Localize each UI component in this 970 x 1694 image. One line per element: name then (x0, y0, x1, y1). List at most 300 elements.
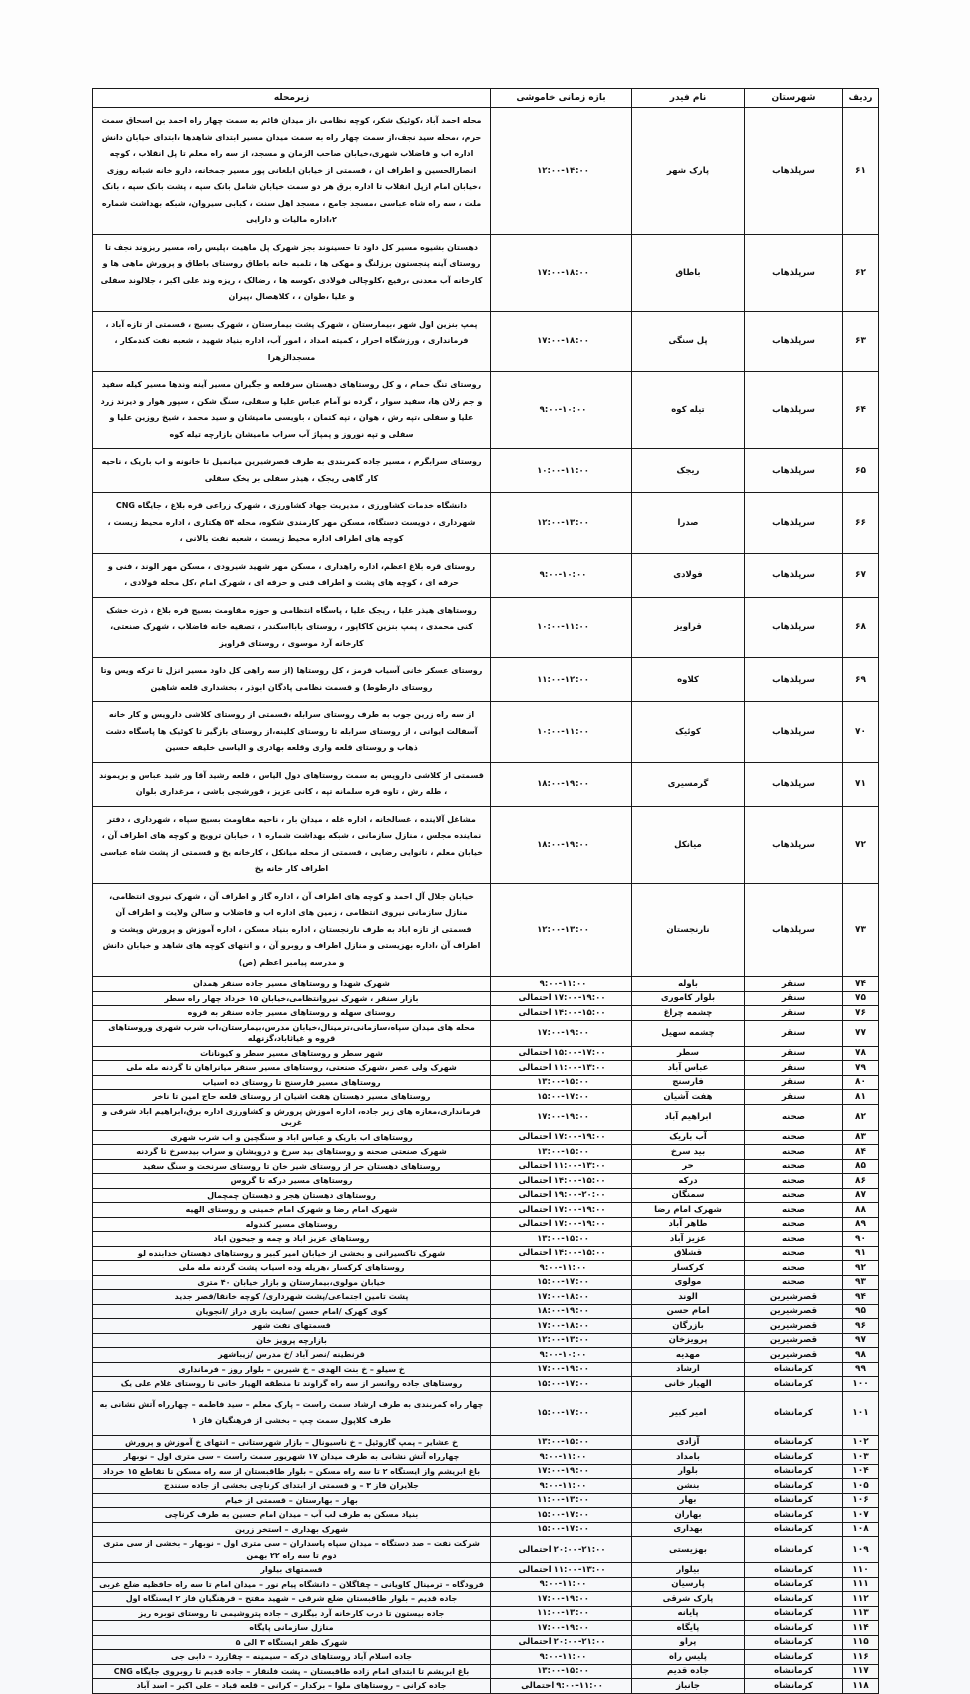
outage-time-cell (491, 1203, 632, 1218)
outage-time-range: ۱۴:۰۰-۱۵:۰۰ (553, 1248, 606, 1259)
feeder-name-cell: هفت آشیان (632, 1090, 745, 1105)
outage-time-cell (491, 1145, 632, 1160)
feeder-name-cell: الهیار خانی (632, 1377, 745, 1392)
table-row (93, 883, 879, 977)
table-row (93, 1391, 879, 1435)
row-number-cell: ۱۰۵ (843, 1479, 879, 1494)
row-number-cell: ۹۱ (843, 1246, 879, 1261)
outage-time-range: ۱۰:۰۰-۱۱:۰۰ (537, 726, 589, 737)
outage-time-cell (491, 762, 632, 806)
table-row (93, 372, 879, 449)
county-cell: قصرشیرین (745, 1290, 843, 1305)
outage-time-note: احتمالی (518, 1007, 552, 1018)
outage-time-range: ۱۷:۰۰-۱۹:۰۰ (553, 993, 606, 1004)
subarea-cell: خیابان مولوی،بیمارستان و بازار خیابان ۴۰ متری (93, 1275, 491, 1290)
subarea-cell: جاده کرانی – روستاهای ملوا – برکدار – کرانی – قلعه قباد – علی اکبر – اسد آباد (93, 1679, 491, 1694)
row-number-cell: ۹۲ (843, 1261, 879, 1276)
outage-time-range: ۱۱:۰۰-۱۳:۰۰ (537, 1495, 589, 1506)
row-number-cell: ۱۱۵ (843, 1635, 879, 1650)
subarea-cell: چهار راه کمربندی به طرف ارشاد سمت راست – پارک معلم – سید فاطمه – چهارراه آتش نشانی به طرف کلاپول سمت چپ – بخشی از فرهنگیان فاز ۱ (93, 1391, 491, 1435)
table-row (93, 977, 879, 992)
feeder-name-cell: بنشن (632, 1479, 745, 1494)
header-subarea: زیرمحله (93, 89, 491, 108)
row-number-cell: ۶۲ (843, 234, 879, 311)
table-row (93, 1075, 879, 1090)
outage-time-cell (491, 1020, 632, 1046)
feeder-name-cell: باوله (632, 977, 745, 992)
outage-time-cell (491, 597, 632, 658)
row-number-cell: ۹۸ (843, 1348, 879, 1363)
county-cell: صحنه (745, 1217, 843, 1232)
row-number-cell: ۱۱۸ (843, 1679, 879, 1694)
feeder-name-cell: کلاوه (632, 658, 745, 702)
feeder-name-cell: عباس آباد (632, 1061, 745, 1076)
feeder-name-cell: سطر (632, 1046, 745, 1061)
feeder-name-cell: فارسنج (632, 1075, 745, 1090)
subarea-cell: شهرک شهدا و روستاهای مسیر جاده سنقر همدان (93, 977, 491, 992)
outage-time-range: ۱۱:۰۰-۱۲:۰۰ (537, 674, 589, 685)
table-row (93, 493, 879, 554)
row-number-cell: ۷۷ (843, 1020, 879, 1046)
outage-time-range: ۹:۰۰-۱۱:۰۰ (539, 1262, 587, 1273)
outage-time-range: ۱۱:۰۰-۱۳:۰۰ (553, 1062, 606, 1073)
subarea-cell: کوی کهرک /امام حسن /سایت بازی دراز /انجویان (93, 1304, 491, 1319)
table-row (93, 1275, 879, 1290)
outage-time-range: ۹:۰۰-۱۱:۰۰ (539, 978, 587, 989)
outage-time-cell (491, 1275, 632, 1290)
feeder-name-cell: چشمه چراغ (632, 1006, 745, 1021)
county-cell: صحنه (745, 1203, 843, 1218)
outage-time-range: ۱۱:۰۰-۱۳:۰۰ (537, 1608, 589, 1619)
outage-time-cell (491, 1537, 632, 1563)
table-row (93, 1493, 879, 1508)
feeder-name-cell: پارک شهر (632, 108, 745, 235)
row-number-cell: ۱۰۹ (843, 1537, 879, 1563)
row-number-cell: ۸۸ (843, 1203, 879, 1218)
outage-time-cell (491, 1435, 632, 1450)
feeder-name-cell: نارنجستان (632, 883, 745, 977)
county-cell: صحنه (745, 1159, 843, 1174)
table-row (93, 1635, 879, 1650)
outage-time-range: ۱۸:۰۰-۱۹:۰۰ (537, 839, 589, 850)
feeder-name-cell: طاهر آباد (632, 1217, 745, 1232)
outage-time-range: ۱۱:۰۰-۱۳:۰۰ (553, 1564, 606, 1575)
row-number-cell: ۶۴ (843, 372, 879, 449)
row-number-cell: ۸۱ (843, 1090, 879, 1105)
county-cell: قصرشیرین (745, 1319, 843, 1334)
outage-time-cell (491, 1563, 632, 1578)
table-row (93, 1450, 879, 1465)
outage-time-range: ۱۷:۰۰-۱۸:۰۰ (537, 336, 589, 347)
county-cell: کرمانشاه (745, 1563, 843, 1578)
county-cell: کرمانشاه (745, 1621, 843, 1636)
county-cell: صحنه (745, 1275, 843, 1290)
table-row (93, 1333, 879, 1348)
subarea-cell: بنیاد مسکن به طرف لب آب – میدان امام حسین به طرف کرناچی (93, 1508, 491, 1523)
table-row (93, 1348, 879, 1363)
table-row (93, 1104, 879, 1130)
table-row (93, 1479, 879, 1494)
table-row (93, 1592, 879, 1607)
subarea-cell: روستاهای جاده روانسر از سه راه گراوند تا منطقه الهیار خانی تا روستای غلام علی یک (93, 1377, 491, 1392)
subarea-cell: قسمتهای بیلوار (93, 1563, 491, 1578)
feeder-name-cell: کرکسار (632, 1261, 745, 1276)
row-number-cell: ۱۰۷ (843, 1508, 879, 1523)
subarea-cell: قسمتی از کلاشی دارویس به سمت روستاهای دول الیاس ، قلعه رشید آقا ور شید عباس و بریموند ، طله رش ، تاوه قره سلمانه تپه ، کانی عزیز ، قورشجی باشی ، مرغداری بلوان (93, 762, 491, 806)
table-row (93, 806, 879, 883)
outage-time-note: احتمالی (521, 1680, 555, 1691)
county-cell: کرمانشاه (745, 1606, 843, 1621)
outage-time-cell (491, 1479, 632, 1494)
outage-time-cell (491, 1679, 632, 1694)
county-cell: کرمانشاه (745, 1362, 843, 1377)
feeder-name-cell: جاده قدیم (632, 1664, 745, 1679)
table-row (93, 1537, 879, 1563)
outage-time-range: ۹:۰۰-۱۰:۰۰ (539, 570, 587, 580)
outage-time-range: ۱۵:۰۰-۱۷:۰۰ (537, 1091, 589, 1102)
outage-time-range: ۱۳:۰۰-۱۵:۰۰ (537, 1233, 589, 1244)
feeder-name-cell: سمنگان (632, 1188, 745, 1203)
subarea-cell: بازارچه پرویز خان (93, 1333, 491, 1348)
table-row (93, 1090, 879, 1105)
table-row (93, 1563, 879, 1578)
feeder-name-cell: فولادی (632, 553, 745, 597)
subarea-cell: خ عشایر – پمپ گازوئیل – خ ناسیونال – بازار شهرستانی – انتهای خ آموزش و پرورش (93, 1435, 491, 1450)
row-number-cell: ۸۷ (843, 1188, 879, 1203)
subarea-cell: روستاهای مسیر درکه تا گروس (93, 1174, 491, 1189)
county-cell: صحنه (745, 1130, 843, 1145)
outage-time-range: ۱۷:۰۰-۱۹:۰۰ (537, 1593, 589, 1604)
outage-time-cell (491, 658, 632, 702)
feeder-name-cell: پارسیان (632, 1577, 745, 1592)
subarea-cell: شهرک بهداری – استخر زرین (93, 1522, 491, 1537)
outage-time-cell (491, 1075, 632, 1090)
county-cell: صحنه (745, 1232, 843, 1247)
feeder-name-cell: ابراهیم آباد (632, 1104, 745, 1130)
feeder-name-cell: کوئیک (632, 702, 745, 763)
table-row (93, 1362, 879, 1377)
subarea-cell: باغ ابریشم واز ایستگاه ۲ تا سه راه مسکن – بلوار طاقبستان از سه راه مسکن تا تقاطع ۱۵ خرداد (93, 1464, 491, 1479)
outage-time-cell (491, 1592, 632, 1607)
feeder-name-cell: عزیز آباد (632, 1232, 745, 1247)
row-number-cell: ۱۱۴ (843, 1621, 879, 1636)
table-row (93, 1188, 879, 1203)
county-cell: سنقر (745, 1061, 843, 1076)
outage-time-cell (491, 702, 632, 763)
row-number-cell: ۱۱۷ (843, 1664, 879, 1679)
feeder-name-cell: امام حسن (632, 1304, 745, 1319)
subarea-cell: محله های میدان سپاه،سازمانی،ترمینال،خیابان مدرس،بیمارستان،اب شرب شهری وروستاهای قروه و غیاثاباد،گزنهله (93, 1020, 491, 1046)
subarea-cell: از سه راه زرین جوب به طرف روستای سرابله ،قسمتی از روستای کلاشی دارویس و کار خانه آسفالت ایوانی ، از روستای سرابله تا روستای کلینه،از روستای بازگیر تا کوئیک ها پاسگاه دشت ذهاب و روستای قلعه واری وقلعه بهادری و الیاسی خلیفه حسین (93, 702, 491, 763)
row-number-cell: ۱۱۳ (843, 1606, 879, 1621)
subarea-cell: منازل سازمانی پایگاه (93, 1621, 491, 1636)
feeder-name-cell: قشلاق (632, 1246, 745, 1261)
outage-time-cell (491, 1130, 632, 1145)
outage-time-note: احتمالی (518, 1048, 552, 1059)
subarea-cell: شهرک امام رضا و شهرک امام خمینی و روستای الهیه (93, 1203, 491, 1218)
county-cell: صحنه (745, 1188, 843, 1203)
outage-time-cell (491, 1319, 632, 1334)
outage-time-note: احتمالی (518, 1544, 552, 1555)
outage-time-range: ۱۵:۰۰-۱۷:۰۰ (537, 1378, 589, 1389)
feeder-name-cell: بلوار (632, 1464, 745, 1479)
feeder-name-cell: پارک شرقی (632, 1592, 745, 1607)
outage-time-cell (491, 1621, 632, 1636)
subarea-cell: شهرک ولی عصر ،شهرک صنعتی، روستاهای مسیر سنقر میانراهان تا گردنه مله ملی (93, 1061, 491, 1076)
outage-time-cell (491, 234, 632, 311)
feeder-name-cell: درکه (632, 1174, 745, 1189)
outage-time-cell (491, 372, 632, 449)
county-cell: سنقر (745, 1046, 843, 1061)
outage-time-range: ۱۵:۰۰-۱۷:۰۰ (537, 1277, 589, 1288)
outage-time-cell (491, 1377, 632, 1392)
county-cell: سرپلذهاب (745, 372, 843, 449)
outage-time-range: ۹:۰۰-۱۱:۰۰ (556, 1680, 603, 1691)
feeder-name-cell: بهاران (632, 1508, 745, 1523)
subarea-cell: مشاغل آلاینده ، غسالخانه ، اداره غله ، میدان بار ، ناحیه مقاومت بسیج سپاه ، شهرداری ، دفتر نماینده مجلس ، منازل سازمانی ، شبکه بهداشت شماره ۱ ، خیابان ترویج و کوچه های اطراف آن ، خیابان معلم ، نانوایی رضایی ، قسمتی از محله میانکل ، کارخانه یخ و قسمتی از پشت شاه عباسی اطراف کار خانه یخ (93, 806, 491, 883)
county-cell: کرمانشاه (745, 1522, 843, 1537)
county-cell: سرپلذهاب (745, 493, 843, 554)
county-cell: کرمانشاه (745, 1679, 843, 1694)
county-cell: کرمانشاه (745, 1650, 843, 1665)
outage-time-range: ۹:۰۰-۱۱:۰۰ (539, 1651, 587, 1662)
row-number-cell: ۷۱ (843, 762, 879, 806)
table-row (93, 1464, 879, 1479)
row-number-cell: ۷۴ (843, 977, 879, 992)
subarea-cell: باغ ابریشم تا ابتدای امام زاده طاقبستان – پشت فلنقار – جاده قدیم تا روبروی جایگاه CNG (93, 1664, 491, 1679)
outage-schedule-table (92, 88, 879, 1694)
feeder-name-cell: گرمسیری (632, 762, 745, 806)
subarea-cell: شهرک تاکسیرانی و بخشی از خیابان امیر کبیر و روستاهای دهستان خدابنده لو (93, 1246, 491, 1261)
county-cell: کرمانشاه (745, 1479, 843, 1494)
outage-time-note: احتمالی (518, 1175, 552, 1186)
feeder-name-cell: بهداری (632, 1522, 745, 1537)
outage-time-range: ۱۹:۰۰-۲۰:۰۰ (553, 1190, 606, 1201)
county-cell: صحنه (745, 1261, 843, 1276)
outage-time-range: ۱۷:۰۰-۱۹:۰۰ (553, 1204, 606, 1215)
subarea-cell: جلایران فاز ۳ – و قسمتی از ابتدای کرناچی بخشی از جاده سنندج (93, 1479, 491, 1494)
table-row (93, 597, 879, 658)
county-cell: کرمانشاه (745, 1592, 843, 1607)
outage-time-cell (491, 1464, 632, 1479)
table-row (93, 1621, 879, 1636)
subarea-cell: شهر سطر و روستاهای مسیر سطر و کیونانات (93, 1046, 491, 1061)
subarea-cell: روستاهای کرکسار ،هریله وده اسیاب پشت گردنه مله ملی (93, 1261, 491, 1276)
outage-time-range: ۱۱:۰۰-۱۳:۰۰ (553, 1161, 606, 1172)
subarea-cell: بهار – بهارستان – قسمتی از خیام (93, 1493, 491, 1508)
feeder-name-cell: صدرا (632, 493, 745, 554)
county-cell: کرمانشاه (745, 1664, 843, 1679)
subarea-cell: پشت تامین اجتماعی/پشت شهرداری/ کوچه خانقا/قصر جدید (93, 1290, 491, 1305)
table-row (93, 1217, 879, 1232)
outage-time-cell (491, 1232, 632, 1247)
table-row (93, 1664, 879, 1679)
header-county: شهرستان (745, 89, 843, 108)
feeder-name-cell: باطاق (632, 234, 745, 311)
subarea-cell: دهستان بشیوه مسیر کل داود تا حسینوند بجز شهرک پل ماهیت ،پلیس راه، مسیر ریزوند نجف تا روستای آینه پنجستون برزلنگ و مهکی ها ، تلمبه خانه باطاق روستای باطاق و پرورش ماهی ها و کارخانه آب معدنی ،رفیع ،کلوچالی فولادی ،کوسه ها ، رضالک ، ریزه وند علی اکبر ، جلالوند سفلی و علیا ،طوان ، ، کلاهصال ،پیران (93, 234, 491, 311)
row-number-cell: ۹۶ (843, 1319, 879, 1334)
table-row (93, 1319, 879, 1334)
county-cell: سنقر (745, 1075, 843, 1090)
table-row (93, 1145, 879, 1160)
feeder-name-cell: ریجک (632, 449, 745, 493)
subarea-cell: جاده اسلام آباد روستاهای درکه – سیمینه – چقازرد – دابی جی (93, 1650, 491, 1665)
county-cell: سنقر (745, 977, 843, 992)
table-row (93, 311, 879, 372)
subarea-cell: روستای تنگ حمام ، و کل روستاهای دهستان سرقلعه و جگیران مسیر آینه وندها مسیر کیله سفید و جم زلان ها، سفید سوار ، گرده نو آمام عباس علیا و سفلی، سنگ شکن ، سپور هوار و دیرند زرد علیا و سفلی ،تپه رش ، هوان ، تپه کتمان ، باویسی مامیشان و سید محمد ، شیخ روزین علیا و سفلی و تپه نوروز و پمپاژ آب سراب مامیشان بازارچه تیله کوه (93, 372, 491, 449)
subarea-cell: روستای سرابگرم ، مسیر جاده کمربندی به طرف قصرشیرین میانمیل تا خانونه و اب باریک ، ناحیه کار گاهی ریجک ، هیذر سفلی بر یخک سفلی (93, 449, 491, 493)
subarea-cell: خیابان جلال آل احمد و کوچه های اطراف آن ، اداره گاز و اطراف آن ، شهرک نیروی انتظامی، منازل سازمانی نیروی انتظامی ، زمین های اداره اب و فاضلاب و سالن ولایت و اطراف آن قسمتی از تازه اباد به طرف نارنجستان ، اداره بنیاد مسکن ، اداره آموزش و پرورش وپشت و اطراف آن ،اداره بهزیستی و منازل اطراف و روبرو آن ، و انتهای کوچه های شاهد و خیابان دانش و مدرسه پیامبر اعظم (ص) (93, 883, 491, 977)
feeder-name-cell: آزادی (632, 1435, 745, 1450)
county-cell: کرمانشاه (745, 1493, 843, 1508)
county-cell: قصرشیرین (745, 1304, 843, 1319)
outage-time-cell (491, 493, 632, 554)
row-number-cell: ۸۲ (843, 1104, 879, 1130)
outage-time-note: احتمالی (518, 1190, 552, 1201)
outage-time-cell (491, 977, 632, 992)
row-number-cell: ۸۹ (843, 1217, 879, 1232)
table-row (93, 1679, 879, 1694)
subarea-cell: جاده قدیم – بلوار طاقبستان ضلع شرقی – شهید مفتح – فرهنگیان فاز ۲ ایستگاه اول (93, 1592, 491, 1607)
subarea-cell: روستای سهله و روستاهای مسیر جاده سنقر به قروه (93, 1006, 491, 1021)
row-number-cell: ۷۹ (843, 1061, 879, 1076)
header-row-number: ردیف (843, 89, 879, 108)
table-row (93, 1046, 879, 1061)
row-number-cell: ۶۸ (843, 597, 879, 658)
outage-time-cell (491, 311, 632, 372)
outage-time-note: احتمالی (518, 1564, 552, 1575)
outage-time-range: ۲۰:۰۰-۲۱:۰۰ (553, 1637, 606, 1648)
row-number-cell: ۸۵ (843, 1159, 879, 1174)
row-number-cell: ۸۰ (843, 1075, 879, 1090)
table-row (93, 234, 879, 311)
county-cell: سرپلذهاب (745, 658, 843, 702)
outage-time-cell (491, 1159, 632, 1174)
subarea-cell: روستاهای دهستان حر از روستای شیر خان تا روستای سرنخت و سنگ سفید (93, 1159, 491, 1174)
county-cell: سرپلذهاب (745, 597, 843, 658)
row-number-cell: ۱۱۱ (843, 1577, 879, 1592)
county-cell: صحنه (745, 1174, 843, 1189)
row-number-cell: ۹۴ (843, 1290, 879, 1305)
outage-time-cell (491, 1333, 632, 1348)
outage-time-cell (491, 1006, 632, 1021)
outage-time-range: ۱۲:۰۰-۱۳:۰۰ (537, 517, 589, 528)
table-row (93, 1577, 879, 1592)
feeder-name-cell: پایانه (632, 1606, 745, 1621)
outage-time-cell (491, 883, 632, 977)
row-number-cell: ۱۰۳ (843, 1450, 879, 1465)
subarea-cell: روستاهای دهستان هجر و دهستان چمچمال (93, 1188, 491, 1203)
row-number-cell: ۹۰ (843, 1232, 879, 1247)
row-number-cell: ۱۰۱ (843, 1391, 879, 1435)
row-number-cell: ۶۹ (843, 658, 879, 702)
header-feeder-name: نام فیدر (632, 89, 745, 108)
outage-time-cell (491, 1246, 632, 1261)
subarea-cell: روستاهای مسیر کندوله (93, 1217, 491, 1232)
outage-time-range: ۹:۰۰-۱۰:۰۰ (539, 1349, 587, 1360)
subarea-cell: محله احمد آباد ،کوئیک شکر، کوچه نظامی ،از میدان قائم به سمت چهار راه احمد بن اسحاق سمت حرم، ،محله سید نجف،از سمت چهار راه به سمت میدان مسیر ابتدای شاهدها ،ابتدای خیابان دانش اداره اب و فاضلاب شهری،خیابان صاحب الزمان و مسجد، از سه راه معلم تا پل انقلاب ، کوچه انصارالحسین و اطراف ان ، قسمتی از خیابان ابلغانی پور مسیر جمخانه، دارو خانه شبانه روزی ،خیابان امام ازپل انقلاب تا اداره برق هر دو سمت خیابان شامل بانک سپه ، پشت بانک سپه ، بانک ملت ، سه راه شاه عباسی ،مسجد جامع ، مسجد اهل سنت ، کبابی سیروان، شبکه بهداشت شماره ۲،اداره مالیات و دارایی (93, 108, 491, 235)
table-row (93, 1061, 879, 1076)
subarea-cell: روستاهای اب باریک و عباس اباد و سنگچین و اب شرب شهری (93, 1130, 491, 1145)
outage-time-range: ۱۰:۰۰-۱۱:۰۰ (537, 622, 589, 633)
outage-time-cell (491, 1362, 632, 1377)
row-number-cell: ۶۵ (843, 449, 879, 493)
outage-time-note: احتمالی (518, 1248, 552, 1259)
feeder-name-cell: پلیس راه (632, 1650, 745, 1665)
outage-time-range: ۱۳:۰۰-۱۵:۰۰ (537, 1146, 589, 1157)
row-number-cell: ۶۷ (843, 553, 879, 597)
header-outage-time: بازه زمانی خاموشی (491, 89, 632, 108)
table-header-row (93, 89, 879, 108)
feeder-name-cell: بلوار کاموری (632, 991, 745, 1006)
outage-time-note: احتمالی (518, 1062, 552, 1073)
outage-time-note: احتمالی (518, 1637, 552, 1648)
row-number-cell: ۷۸ (843, 1046, 879, 1061)
subarea-cell: قسمتهای نفت شهر (93, 1319, 491, 1334)
outage-time-cell (491, 1522, 632, 1537)
subarea-cell: بازار سنقر ، شهرک نیروانتظامی،خیابان ۱۵ خرداد چهار راه سطر (93, 991, 491, 1006)
outage-time-range: ۱۵:۰۰-۱۷:۰۰ (553, 1048, 606, 1059)
outage-time-cell (491, 1217, 632, 1232)
table-row (93, 1203, 879, 1218)
feeder-name-cell: امیر کبیر (632, 1391, 745, 1435)
outage-time-range: ۹:۰۰-۱۰:۰۰ (539, 405, 587, 415)
outage-time-range: ۹:۰۰-۱۱:۰۰ (539, 1451, 587, 1462)
county-cell: کرمانشاه (745, 1450, 843, 1465)
table-row (93, 1006, 879, 1021)
county-cell: سنقر (745, 1020, 843, 1046)
row-number-cell: ۷۵ (843, 991, 879, 1006)
table-row (93, 449, 879, 493)
outage-time-cell (491, 1635, 632, 1650)
outage-time-range: ۱۷:۰۰-۱۹:۰۰ (553, 1219, 606, 1230)
feeder-name-cell: بید سرخ (632, 1145, 745, 1160)
feeder-name-cell: ارشاد (632, 1362, 745, 1377)
outage-time-range: ۱۲:۰۰-۱۳:۰۰ (537, 924, 589, 935)
subarea-cell: چهارراه آتش نشانی به طرف میدان ۱۷ شهریور سمت راست – سی متری اول – نوبهار (93, 1450, 491, 1465)
feeder-name-cell: بامداد (632, 1450, 745, 1465)
row-number-cell: ۷۰ (843, 702, 879, 763)
feeder-name-cell: مهدیه (632, 1348, 745, 1363)
table-row (93, 658, 879, 702)
feeder-name-cell: قراویز (632, 597, 745, 658)
row-number-cell: ۷۳ (843, 883, 879, 977)
outage-time-cell (491, 1493, 632, 1508)
outage-time-range: ۱۸:۰۰-۱۹:۰۰ (537, 1306, 589, 1317)
outage-time-range: ۱۷:۰۰-۱۸:۰۰ (537, 1320, 589, 1331)
county-cell: سرپلذهاب (745, 553, 843, 597)
outage-time-cell (491, 1348, 632, 1363)
subarea-cell: روستای عسکر خانی آسیاب قرمز ، کل روستاها (از سه راهی کل داود مسیر انزل تا ترکه ویس وتا روستای دارطوط) و قسمت نظامی پادگان ابوذر ، بخشداری قلعه شاهین (93, 658, 491, 702)
outage-time-range: ۱۴:۰۰-۱۵:۰۰ (553, 1175, 606, 1186)
subarea-cell: شهرک ظفر ایستگاه ۳ الی ۵ (93, 1635, 491, 1650)
feeder-name-cell: الوند (632, 1290, 745, 1305)
county-cell: کرمانشاه (745, 1635, 843, 1650)
table-row (93, 108, 879, 235)
subarea-cell: روستاهای مسیر دهستان هفت اشیان از روستای قلعه حاج امین تا ناخر (93, 1090, 491, 1105)
row-number-cell: ۱۱۰ (843, 1563, 879, 1578)
outage-time-cell (491, 991, 632, 1006)
outage-time-range: ۱۷:۰۰-۱۸:۰۰ (537, 1291, 589, 1302)
subarea-cell: دانشگاه خدمات کشاورزی ، مدیریت جهاد کشاورزی ، شهرک زراعی قره بلاغ ، جایگاه CNG شهرداری ، دویست دستگاه، مسکن مهر کارمندی شکوه، محله ۵۴ هکتاری ، اداره محیط زیست ، کوچه های اطراف اداره محیط زیست ، شعبه نفت بالانی ، (93, 493, 491, 554)
county-cell: سنقر (745, 1090, 843, 1105)
table-row (93, 553, 879, 597)
row-number-cell: ۸۶ (843, 1174, 879, 1189)
outage-time-cell (491, 449, 632, 493)
row-number-cell: ۶۱ (843, 108, 879, 235)
table-row (93, 991, 879, 1006)
county-cell: صحنه (745, 1145, 843, 1160)
